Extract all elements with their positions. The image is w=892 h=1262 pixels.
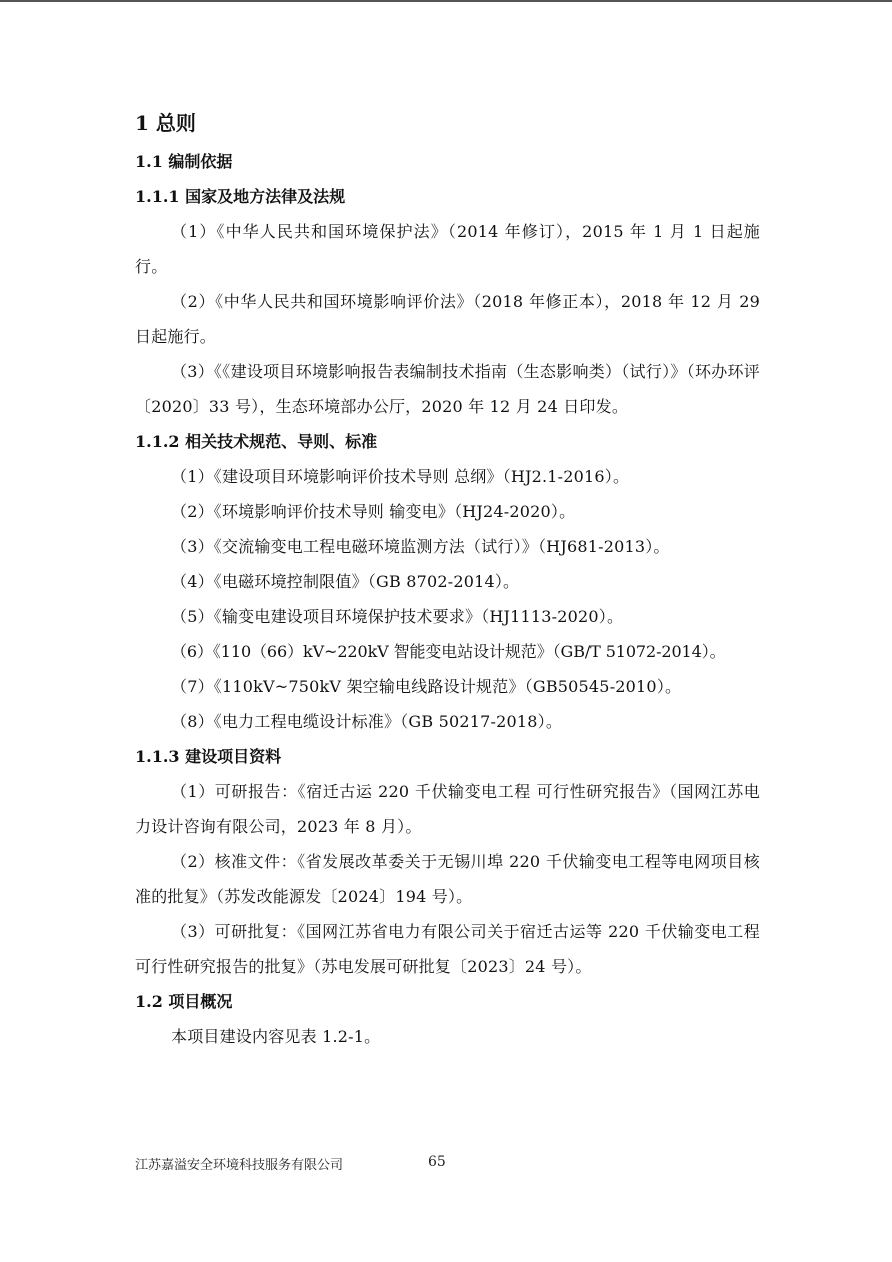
project-doc-1: （1）可研报告：《宿迁古运 220 千伏输变电工程 可行性研究报告》（国网江苏电力设计咨询有限公司，2023 年 8 月）。 <box>135 782 760 836</box>
standard-item-5: （5）《输变电建设项目环境保护技术要求》（HJ1113-2020）。 <box>171 607 624 626</box>
standard-item-8: （8）《电力工程电缆设计标准》（GB 50217-2018）。 <box>171 712 563 731</box>
project-doc-3: （3）可研批复：《国网江苏省电力有限公司关于宿迁古运等 220 千伏输变电工程可行性研究报告的批复》（苏电发展可研批复〔2023〕24 号）。 <box>135 922 760 976</box>
section-heading-1-2: 1.2 项目概况 <box>135 992 233 1011</box>
standard-item-7: （7）《110kV~750kV 架空输电线路设计规范》（GB50545-2010）。 <box>171 677 682 696</box>
document-body <box>135 104 760 1054</box>
section-heading-1-1: 1.1 编制依据 <box>135 152 233 171</box>
overview-paragraph: 本项目建设内容见表 1.2-1。 <box>171 1027 381 1046</box>
chapter-heading: 1 总则 <box>135 111 196 135</box>
section-heading-1-1-1: 1.1.1 国家及地方法律及法规 <box>135 187 346 206</box>
top-border-line <box>0 0 892 2</box>
page-number: 65 <box>428 1154 446 1170</box>
section-heading-1-1-3: 1.1.3 建设项目资料 <box>135 747 282 766</box>
standard-item-6: （6）《110（66）kV~220kV 智能变电站设计规范》（GB/T 51072-2014）。 <box>171 642 726 661</box>
law-item-3: （3）《《建设项目环境影响报告表编制技术指南（生态影响类）（试行）》（环办环评〔2020〕33 号），生态环境部办公厅，2020 年 12 月 24 日印发。 <box>135 362 760 416</box>
law-item-1: （1）《中华人民共和国环境保护法》（2014 年修订），2015 年 1 月 1 日起施行。 <box>135 222 760 276</box>
standard-item-1: （1）《建设项目环境影响评价技术导则 总纲》（HJ2.1-2016）。 <box>171 467 630 486</box>
section-heading-1-1-2: 1.1.2 相关技术规范、导则、标准 <box>135 432 378 451</box>
footer-company: 江苏嘉溢安全环境科技服务有限公司 <box>135 1158 344 1173</box>
standard-item-2: （2）《环境影响评价技术导则 输变电》（HJ24-2020）。 <box>171 502 576 521</box>
standard-item-4: （4）《电磁环境控制限值》（GB 8702-2014）。 <box>171 572 520 591</box>
project-doc-2: （2）核准文件：《省发展改革委关于无锡川埠 220 千伏输变电工程等电网项目核准的批复》（苏发改能源发〔2024〕194 号）。 <box>135 852 760 906</box>
law-item-2: （2）《中华人民共和国环境影响评价法》（2018 年修正本），2018 年 12 月 29 日起施行。 <box>135 292 760 346</box>
standard-item-3: （3）《交流输变电工程电磁环境监测方法（试行）》（HJ681-2013）。 <box>171 537 670 556</box>
